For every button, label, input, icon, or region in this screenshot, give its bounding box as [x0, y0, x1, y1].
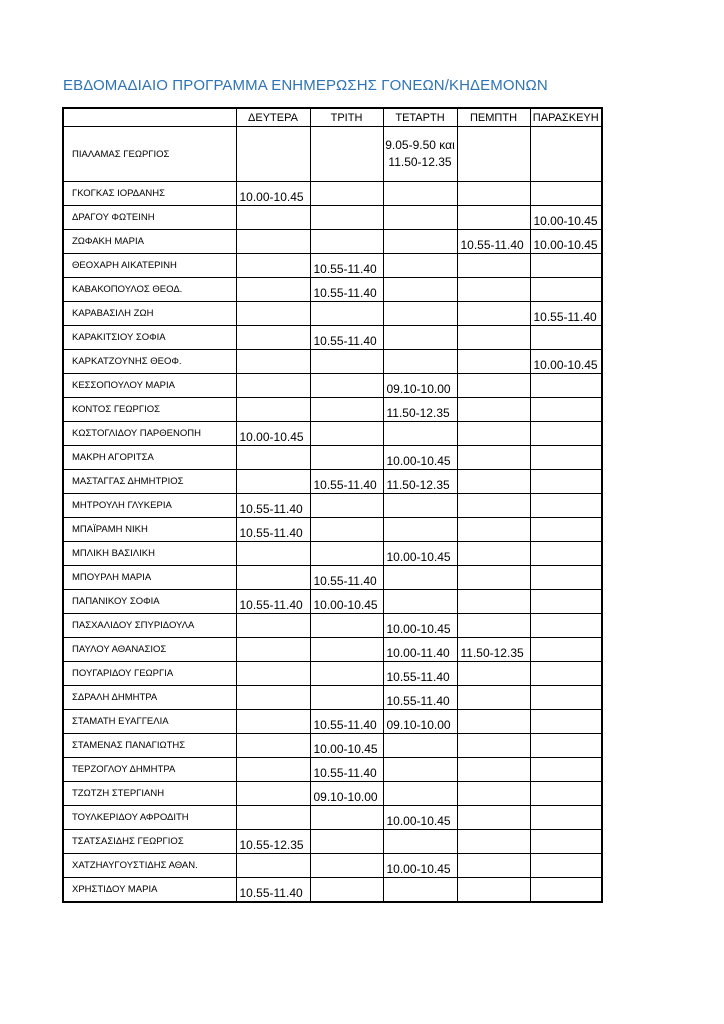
- time-slot-cell: [530, 614, 602, 638]
- time-slot-cell: 10.00-10.45: [530, 230, 602, 254]
- teacher-name: ΣΤΑΜΕΝΑΣ ΠΑΝΑΓΙΩΤΗΣ: [63, 734, 236, 758]
- table-row: [63, 710, 602, 734]
- time-slot-cell: [383, 782, 457, 806]
- table-row: [63, 638, 602, 662]
- time-slot-cell: 09.10-10.00: [383, 374, 457, 398]
- time-slot-cell: [236, 206, 310, 230]
- time-slot-cell: [457, 782, 530, 806]
- page-title: ΕΒΔΟΜΑΔΙΑΙΟ ΠΡΟΓΡΑΜΜΑ ΕΝΗΜΕΡΩΣΗΣ ΓΟΝΕΩΝ/ΚΗΔΕΜΟΝΩΝ: [63, 77, 548, 94]
- time-slot-cell: 10.00-11.40: [383, 638, 457, 662]
- time-slot-cell: [310, 350, 383, 374]
- time-slot-cell: [236, 350, 310, 374]
- teacher-name: ΔΡΑΓΟΥ ΦΩΤΕΙΝΗ: [63, 206, 236, 230]
- table-row: [63, 518, 602, 542]
- time-slot-cell: [457, 734, 530, 758]
- table-row: [63, 230, 602, 254]
- time-slot-cell: 10.55-11.40: [236, 518, 310, 542]
- teacher-name: ΠΑΥΛΟΥ ΑΘΑΝΑΣΙΟΣ: [63, 638, 236, 662]
- time-slot-cell: [310, 806, 383, 830]
- teacher-name: ΣΤΑΜΑΤΗ ΕΥΑΓΓΕΛΙΑ: [63, 710, 236, 734]
- time-slot-cell: [457, 398, 530, 422]
- time-slot-cell: [310, 686, 383, 710]
- time-slot-cell: [530, 470, 602, 494]
- time-slot-cell: 10.55-11.40: [236, 590, 310, 614]
- time-slot-cell: [310, 662, 383, 686]
- header-row: [63, 108, 602, 127]
- table-row: [63, 662, 602, 686]
- time-slot-cell: [530, 446, 602, 470]
- time-slot-cell: [310, 206, 383, 230]
- time-slot-cell: [236, 686, 310, 710]
- time-slot-cell: [457, 566, 530, 590]
- teacher-name: ΜΠΛΙΚΗ ΒΑΣΙΛΙΚΗ: [63, 542, 236, 566]
- header-day: ΠΕΜΠΤΗ: [457, 108, 530, 127]
- teacher-name: ΤΣΑΤΣΑΣΙΔΗΣ ΓΕΩΡΓΙΟΣ: [63, 830, 236, 854]
- time-slot-cell: [310, 127, 383, 182]
- time-slot-cell: [530, 830, 602, 854]
- teacher-name: ΓΚΟΓΚΑΣ ΙΟΡΔΑΝΗΣ: [63, 182, 236, 206]
- time-slot-cell: 09.10-10.00: [310, 782, 383, 806]
- time-slot-cell: [383, 302, 457, 326]
- time-slot-cell: [457, 422, 530, 446]
- time-slot-cell: 10.55-11.40: [236, 878, 310, 903]
- time-slot-cell: 10.00-10.45: [310, 590, 383, 614]
- time-slot-cell: [530, 638, 602, 662]
- time-slot-cell: [383, 518, 457, 542]
- time-slot-cell: 10.55-11.40: [310, 326, 383, 350]
- time-slot-cell: 10.55-11.40: [383, 662, 457, 686]
- time-slot-cell: [457, 254, 530, 278]
- time-slot-cell: 10.55-11.40: [310, 566, 383, 590]
- time-slot-cell: [236, 470, 310, 494]
- time-slot-cell: 10.00-10.45: [236, 422, 310, 446]
- time-slot-cell: [310, 518, 383, 542]
- time-slot-cell: [236, 542, 310, 566]
- teacher-name: ΚΑΡΚΑΤΖΟΥΝΗΣ ΘΕΟΦ.: [63, 350, 236, 374]
- time-slot-cell: [457, 710, 530, 734]
- time-slot-cell: [383, 494, 457, 518]
- time-slot-cell: [310, 422, 383, 446]
- time-slot-cell: 10.55-11.40: [310, 470, 383, 494]
- teacher-name: ΚΑΡΑΒΑΣΙΛΗ ΖΩΗ: [63, 302, 236, 326]
- teacher-name: ΜΑΚΡΗ ΑΓΟΡΙΤΣΑ: [63, 446, 236, 470]
- time-slot-cell: [530, 686, 602, 710]
- time-slot-cell: [530, 127, 602, 182]
- time-slot-cell: [310, 542, 383, 566]
- time-slot-cell: 10.00-10.45: [236, 182, 310, 206]
- time-slot-cell: [236, 854, 310, 878]
- time-slot-cell: 10.00-10.45: [383, 854, 457, 878]
- time-slot-cell: [383, 590, 457, 614]
- teacher-name: ΜΠΟΥΡΛΗ ΜΑΡΙΑ: [63, 566, 236, 590]
- time-slot-cell: [383, 422, 457, 446]
- time-slot-cell: [310, 878, 383, 903]
- time-slot-cell: [530, 782, 602, 806]
- time-slot-cell: [457, 686, 530, 710]
- time-slot-cell: [457, 326, 530, 350]
- time-slot-cell: [457, 278, 530, 302]
- teacher-name: ΜΗΤΡΟΥΛΗ ΓΛΥΚΕΡΙΑ: [63, 494, 236, 518]
- time-slot-cell: 10.55-11.40: [310, 758, 383, 782]
- time-slot-cell: [236, 254, 310, 278]
- time-slot-cell: [236, 782, 310, 806]
- table-row: [63, 374, 602, 398]
- time-slot-cell: 10.00-10.45: [383, 446, 457, 470]
- time-slot-cell: [457, 878, 530, 903]
- time-slot-cell: [236, 614, 310, 638]
- teacher-name: ΠΟΥΓΑΡΙΔΟΥ ΓΕΩΡΓΙΑ: [63, 662, 236, 686]
- time-slot-cell: [530, 518, 602, 542]
- table-row: [63, 326, 602, 350]
- table-row: [63, 206, 602, 230]
- time-slot-cell: [383, 566, 457, 590]
- time-slot-cell: [530, 878, 602, 903]
- time-slot-cell: [530, 374, 602, 398]
- time-slot-cell: [457, 127, 530, 182]
- time-slot-cell: [236, 758, 310, 782]
- time-slot-cell: 10.00-10.45: [530, 350, 602, 374]
- time-slot-cell: [457, 518, 530, 542]
- time-slot-cell: [310, 854, 383, 878]
- table-row: [63, 806, 602, 830]
- time-slot-cell: [457, 206, 530, 230]
- time-slot-cell: [236, 278, 310, 302]
- time-slot-cell: [530, 326, 602, 350]
- table-row: [63, 566, 602, 590]
- time-slot-cell: [457, 446, 530, 470]
- time-slot-cell: [310, 638, 383, 662]
- time-slot-cell: [457, 350, 530, 374]
- table-row: [63, 302, 602, 326]
- time-slot-cell: [236, 806, 310, 830]
- time-slot-cell: 10.55-11.40: [457, 230, 530, 254]
- time-slot-cell: [457, 758, 530, 782]
- table-row: [63, 854, 602, 878]
- time-slot-cell: 9.05-9.50 και 11.50-12.35: [383, 127, 457, 182]
- teacher-name: ΠΙΑΛΑΜΑΣ ΓΕΩΡΓΙΟΣ: [63, 127, 236, 182]
- teacher-name: ΖΩΦΑΚΗ ΜΑΡΙΑ: [63, 230, 236, 254]
- header-day: ΤΡΙΤΗ: [310, 108, 383, 127]
- time-slot-cell: [530, 278, 602, 302]
- table-row: [63, 182, 602, 206]
- time-slot-cell: 10.55-11.40: [236, 494, 310, 518]
- time-slot-cell: [530, 182, 602, 206]
- table-row: [63, 350, 602, 374]
- teacher-name: ΧΡΗΣΤΙΔΟΥ ΜΑΡΙΑ: [63, 878, 236, 903]
- time-slot-cell: [383, 278, 457, 302]
- schedule-table: [62, 107, 603, 903]
- time-slot-cell: [236, 638, 310, 662]
- time-slot-cell: [457, 854, 530, 878]
- header-day: ΠΑΡΑΣΚΕΥΗ: [530, 108, 602, 127]
- time-slot-cell: [310, 494, 383, 518]
- time-slot-cell: [383, 878, 457, 903]
- time-slot-cell: [530, 494, 602, 518]
- time-slot-cell: [383, 350, 457, 374]
- table-row: [63, 830, 602, 854]
- time-slot-cell: [383, 206, 457, 230]
- time-slot-cell: [236, 734, 310, 758]
- time-slot-cell: [383, 734, 457, 758]
- time-slot-cell: [236, 302, 310, 326]
- table-row: [63, 614, 602, 638]
- time-slot-cell: [457, 614, 530, 638]
- time-slot-cell: [310, 302, 383, 326]
- teacher-name: ΤΖΩΤΖΗ ΣΤΕΡΓΙΑΝΗ: [63, 782, 236, 806]
- table-row: [63, 590, 602, 614]
- time-slot-cell: [457, 302, 530, 326]
- table-row: [63, 542, 602, 566]
- time-slot-cell: [236, 566, 310, 590]
- time-slot-cell: 10.55-11.40: [310, 710, 383, 734]
- table-row: [63, 254, 602, 278]
- teacher-name: ΜΑΣΤΑΓΓΑΣ ΔΗΜΗΤΡΙΟΣ: [63, 470, 236, 494]
- schedule-body: [63, 127, 602, 903]
- time-slot-cell: [236, 326, 310, 350]
- time-slot-cell: [457, 470, 530, 494]
- header-day: ΤΕΤΑΡΤΗ: [383, 108, 457, 127]
- time-slot-cell: [236, 710, 310, 734]
- time-slot-cell: 11.50-12.35: [457, 638, 530, 662]
- table-row: [63, 494, 602, 518]
- time-slot-cell: 10.55-12.35: [236, 830, 310, 854]
- teacher-name: ΧΑΤΖΗΑΥΓΟΥΣΤΙΔΗΣ ΑΘΑΝ.: [63, 854, 236, 878]
- table-row: [63, 782, 602, 806]
- table-row: [63, 446, 602, 470]
- time-slot-cell: [530, 542, 602, 566]
- teacher-name: ΣΔΡΑΛΗ ΔΗΜΗΤΡΑ: [63, 686, 236, 710]
- teacher-name: ΘΕΟΧΑΡΗ ΑΙΚΑΤΕΡΙΝΗ: [63, 254, 236, 278]
- time-slot-cell: 10.00-10.45: [530, 206, 602, 230]
- time-slot-cell: [530, 854, 602, 878]
- time-slot-cell: [236, 127, 310, 182]
- time-slot-cell: [383, 758, 457, 782]
- time-slot-cell: [457, 374, 530, 398]
- table-row: [63, 758, 602, 782]
- header-day: ΔΕΥΤΕΡΑ: [236, 108, 310, 127]
- time-slot-cell: 10.55-11.40: [310, 278, 383, 302]
- time-slot-cell: [236, 230, 310, 254]
- table-row: [63, 470, 602, 494]
- time-slot-cell: 10.55-11.40: [383, 686, 457, 710]
- time-slot-cell: 10.00-10.45: [383, 614, 457, 638]
- time-slot-cell: [530, 662, 602, 686]
- table-row: [63, 878, 602, 903]
- time-slot-cell: [383, 182, 457, 206]
- time-slot-cell: [383, 326, 457, 350]
- table-row: [63, 278, 602, 302]
- time-slot-cell: [310, 830, 383, 854]
- time-slot-cell: [530, 422, 602, 446]
- time-slot-cell: [310, 614, 383, 638]
- table-row: [63, 422, 602, 446]
- time-slot-cell: 10.00-10.45: [383, 542, 457, 566]
- time-slot-cell: 10.55-11.40: [530, 302, 602, 326]
- time-slot-cell: [383, 254, 457, 278]
- time-slot-cell: 10.00-10.45: [310, 734, 383, 758]
- teacher-name: ΠΑΣΧΑΛΙΔΟΥ ΣΠΥΡΙΔΟΥΛΑ: [63, 614, 236, 638]
- time-slot-cell: [310, 398, 383, 422]
- time-slot-cell: [236, 398, 310, 422]
- time-slot-cell: 09.10-10.00: [383, 710, 457, 734]
- table-row: [63, 734, 602, 758]
- time-slot-cell: [530, 566, 602, 590]
- time-slot-cell: [530, 758, 602, 782]
- time-slot-cell: [383, 230, 457, 254]
- time-slot-cell: [457, 542, 530, 566]
- teacher-name: ΚΟΝΤΟΣ ΓΕΩΡΓΙΟΣ: [63, 398, 236, 422]
- time-slot-cell: 10.55-11.40: [310, 254, 383, 278]
- teacher-name: ΚΑΡΑΚΙΤΣΙΟΥ ΣΟΦΙΑ: [63, 326, 236, 350]
- time-slot-cell: [236, 374, 310, 398]
- time-slot-cell: [310, 182, 383, 206]
- time-slot-cell: [457, 662, 530, 686]
- teacher-name: ΜΠΑΪΡΑΜΗ ΝΙΚΗ: [63, 518, 236, 542]
- time-slot-cell: [530, 590, 602, 614]
- time-slot-cell: [457, 806, 530, 830]
- header-name-column: [63, 108, 236, 127]
- teacher-name: ΤΟΥΛΚΕΡΙΔΟΥ ΑΦΡΟΔΙΤΗ: [63, 806, 236, 830]
- teacher-name: ΠΑΠΑΝΙΚΟΥ ΣΟΦΙΑ: [63, 590, 236, 614]
- teacher-name: ΚΑΒΑΚΟΠΟΥΛΟΣ ΘΕΟΔ.: [63, 278, 236, 302]
- table-row: [63, 398, 602, 422]
- time-slot-cell: [310, 230, 383, 254]
- time-slot-cell: [383, 830, 457, 854]
- time-slot-cell: 11.50-12.35: [383, 398, 457, 422]
- time-slot-cell: [530, 710, 602, 734]
- teacher-name: ΤΕΡΖΟΓΛΟΥ ΔΗΜΗΤΡΑ: [63, 758, 236, 782]
- time-slot-cell: 11.50-12.35: [383, 470, 457, 494]
- table-row: [63, 127, 602, 182]
- time-slot-cell: [236, 446, 310, 470]
- time-slot-cell: [457, 494, 530, 518]
- time-slot-cell: [457, 182, 530, 206]
- time-slot-cell: [530, 254, 602, 278]
- teacher-name: ΚΕΣΣΟΠΟΥΛΟΥ ΜΑΡΙΑ: [63, 374, 236, 398]
- time-slot-cell: [530, 734, 602, 758]
- time-slot-cell: [310, 374, 383, 398]
- time-slot-cell: [236, 662, 310, 686]
- time-slot-cell: [457, 830, 530, 854]
- time-slot-cell: [530, 806, 602, 830]
- time-slot-cell: [310, 446, 383, 470]
- time-slot-cell: [530, 398, 602, 422]
- time-slot-cell: 10.00-10.45: [383, 806, 457, 830]
- table-row: [63, 686, 602, 710]
- time-slot-cell: [457, 590, 530, 614]
- teacher-name: ΚΩΣΤΟΓΛΙΔΟΥ ΠΑΡΘΕΝΟΠΗ: [63, 422, 236, 446]
